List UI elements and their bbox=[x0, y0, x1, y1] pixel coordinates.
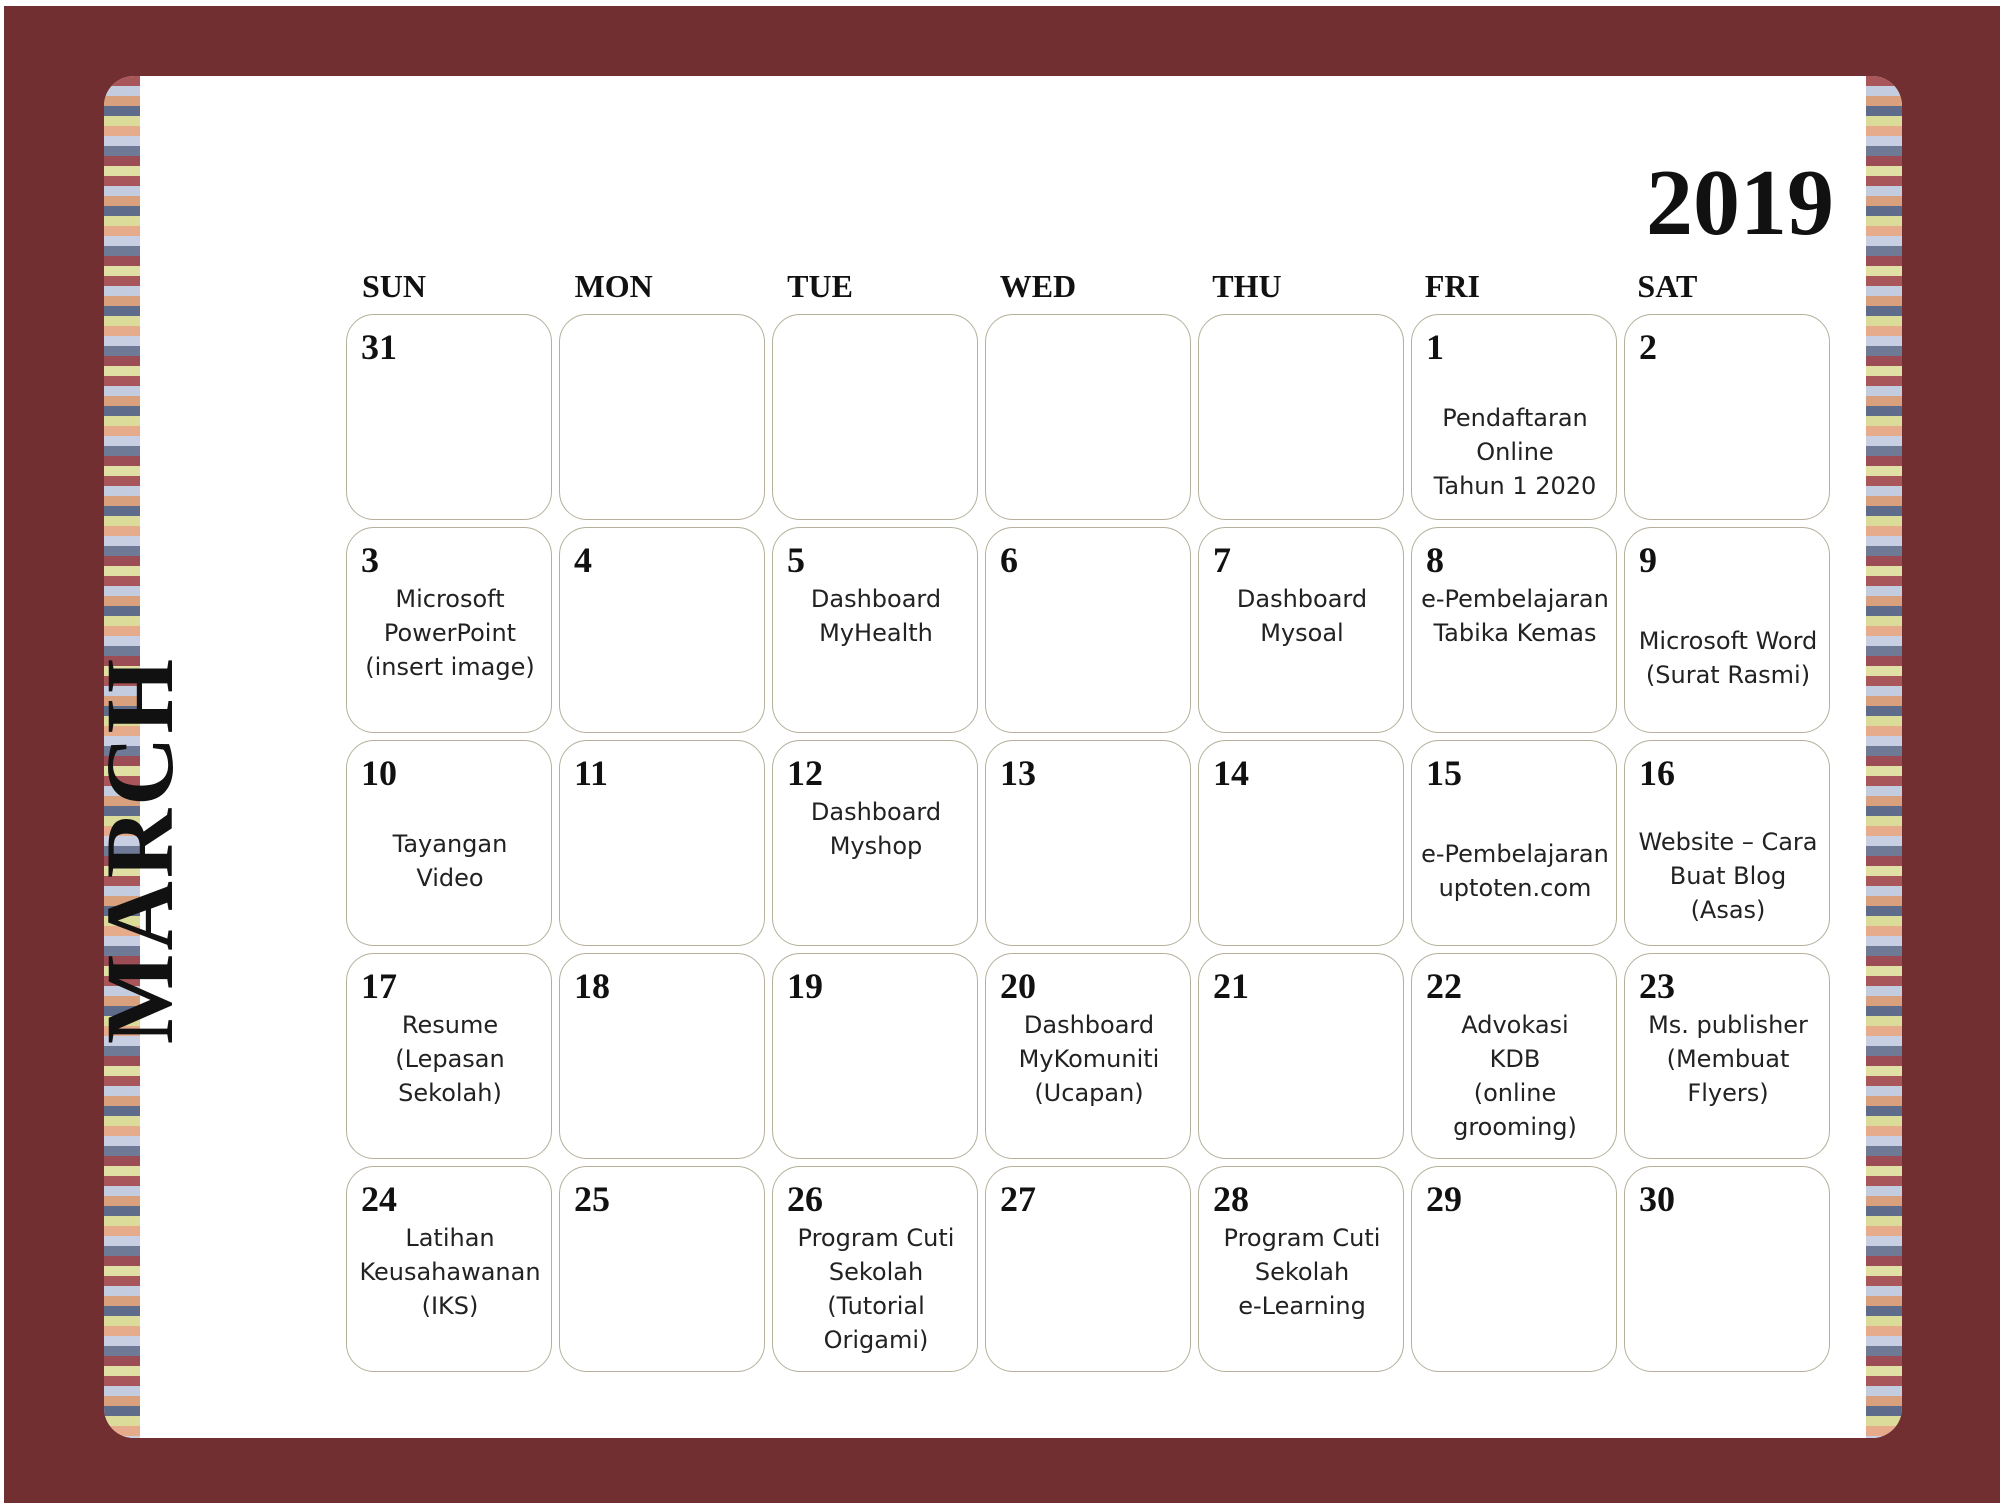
day-number: 15 bbox=[1426, 753, 1462, 793]
day-cell[interactable] bbox=[1198, 314, 1404, 520]
day-number: 11 bbox=[574, 753, 609, 793]
day-number: 28 bbox=[1213, 1179, 1249, 1219]
weekday-tue: TUE bbox=[787, 268, 853, 304]
day-number: 29 bbox=[1426, 1179, 1462, 1219]
weekday-sun: SUN bbox=[362, 268, 427, 304]
year-title: 2019 bbox=[1646, 151, 1834, 255]
calendar-grid bbox=[346, 314, 1834, 1374]
weekday-fri: FRI bbox=[1424, 268, 1480, 304]
day-cell[interactable] bbox=[1624, 314, 1830, 520]
day-cell[interactable] bbox=[1198, 527, 1404, 733]
event-note: Tayangan Video bbox=[392, 830, 508, 892]
weekday-thu: THU bbox=[1212, 268, 1282, 304]
day-cell[interactable] bbox=[559, 314, 765, 520]
day-cell[interactable] bbox=[772, 314, 978, 520]
event-note: Dashboard MyHealth bbox=[810, 585, 942, 647]
event-note: e-Pembelajaran uptoten.com bbox=[1421, 840, 1609, 902]
day-cell[interactable] bbox=[346, 314, 552, 520]
day-cell[interactable] bbox=[1198, 953, 1404, 1159]
day-number: 3 bbox=[361, 540, 379, 580]
day-number: 2 bbox=[1639, 327, 1657, 367]
event-note: Resume (Lepasan Sekolah) bbox=[395, 1011, 505, 1107]
event-note: Microsoft PowerPoint (insert image) bbox=[365, 585, 535, 681]
day-number: 18 bbox=[574, 966, 610, 1006]
day-number: 6 bbox=[1000, 540, 1018, 580]
event-note: Pendaftaran Online Tahun 1 2020 bbox=[1433, 404, 1597, 500]
day-number: 13 bbox=[1000, 753, 1036, 793]
day-cell[interactable] bbox=[1624, 1166, 1830, 1372]
month-title: MARCH bbox=[86, 655, 193, 1045]
event-note: Microsoft Word (Surat Rasmi) bbox=[1638, 627, 1818, 689]
day-number: 17 bbox=[361, 966, 397, 1006]
day-number: 14 bbox=[1213, 753, 1249, 793]
day-number: 27 bbox=[1000, 1179, 1036, 1219]
day-number: 22 bbox=[1426, 966, 1462, 1006]
day-cell[interactable] bbox=[1411, 953, 1617, 1159]
day-number: 20 bbox=[1000, 966, 1036, 1006]
event-note: Dashboard Mysoal bbox=[1236, 585, 1368, 647]
day-cell[interactable] bbox=[559, 740, 765, 946]
day-number: 9 bbox=[1639, 540, 1657, 580]
weekday-header bbox=[346, 264, 1834, 308]
day-number: 25 bbox=[574, 1179, 610, 1219]
day-cell[interactable] bbox=[346, 953, 552, 1159]
day-number: 23 bbox=[1639, 966, 1675, 1006]
day-cell[interactable] bbox=[772, 527, 978, 733]
day-cell[interactable] bbox=[985, 1166, 1191, 1372]
event-note: Ms. publisher (Membuat Flyers) bbox=[1648, 1011, 1808, 1107]
day-number: 4 bbox=[574, 540, 592, 580]
day-number: 30 bbox=[1639, 1179, 1675, 1219]
day-number: 16 bbox=[1639, 753, 1675, 793]
weekday-sat: SAT bbox=[1637, 268, 1698, 304]
event-note: Dashboard MyKomuniti (Ucapan) bbox=[1018, 1011, 1160, 1107]
day-cell[interactable] bbox=[559, 1166, 765, 1372]
day-cell[interactable] bbox=[1198, 740, 1404, 946]
day-number: 1 bbox=[1426, 327, 1444, 367]
day-number: 10 bbox=[361, 753, 397, 793]
day-cell[interactable] bbox=[559, 953, 765, 1159]
day-number: 19 bbox=[787, 966, 823, 1006]
day-number: 24 bbox=[361, 1179, 397, 1219]
day-cell[interactable] bbox=[772, 1166, 978, 1372]
day-cell[interactable] bbox=[985, 953, 1191, 1159]
day-cell[interactable] bbox=[346, 740, 552, 946]
day-cell[interactable] bbox=[772, 740, 978, 946]
day-number: 21 bbox=[1213, 966, 1249, 1006]
day-cell[interactable] bbox=[772, 953, 978, 1159]
day-cell[interactable] bbox=[346, 527, 552, 733]
event-note: e-Pembelajaran Tabika Kemas bbox=[1421, 585, 1609, 647]
event-note: Program Cuti Sekolah (Tutorial Origami) bbox=[797, 1224, 955, 1354]
day-number: 26 bbox=[787, 1179, 823, 1219]
day-cell[interactable] bbox=[1624, 527, 1830, 733]
day-cell[interactable] bbox=[985, 527, 1191, 733]
day-number: 31 bbox=[361, 327, 397, 367]
day-cell[interactable] bbox=[985, 740, 1191, 946]
day-cell[interactable] bbox=[1411, 527, 1617, 733]
day-cell[interactable] bbox=[1411, 1166, 1617, 1372]
day-cell[interactable] bbox=[1198, 1166, 1404, 1372]
weekday-mon: MON bbox=[574, 268, 653, 304]
day-cell[interactable] bbox=[985, 314, 1191, 520]
day-cell[interactable] bbox=[1411, 740, 1617, 946]
day-cell[interactable] bbox=[346, 1166, 552, 1372]
event-note: Latihan Keusahawanan (IKS) bbox=[359, 1224, 541, 1320]
day-cell[interactable] bbox=[1624, 953, 1830, 1159]
day-number: 12 bbox=[787, 753, 823, 793]
day-cell[interactable] bbox=[1411, 314, 1617, 520]
day-cell[interactable] bbox=[559, 527, 765, 733]
day-number: 7 bbox=[1213, 540, 1231, 580]
day-cell[interactable] bbox=[1624, 740, 1830, 946]
day-number: 5 bbox=[787, 540, 805, 580]
weekday-wed: WED bbox=[999, 268, 1077, 304]
event-note: Website – Cara Buat Blog (Asas) bbox=[1638, 828, 1818, 924]
event-note: Dashboard Myshop bbox=[810, 798, 942, 860]
event-note: Program Cuti Sekolah e-Learning bbox=[1223, 1224, 1381, 1320]
day-number: 8 bbox=[1426, 540, 1444, 580]
right-stripe-border bbox=[1866, 76, 1902, 1438]
event-note: Advokasi KDB (online grooming) bbox=[1453, 1011, 1577, 1141]
